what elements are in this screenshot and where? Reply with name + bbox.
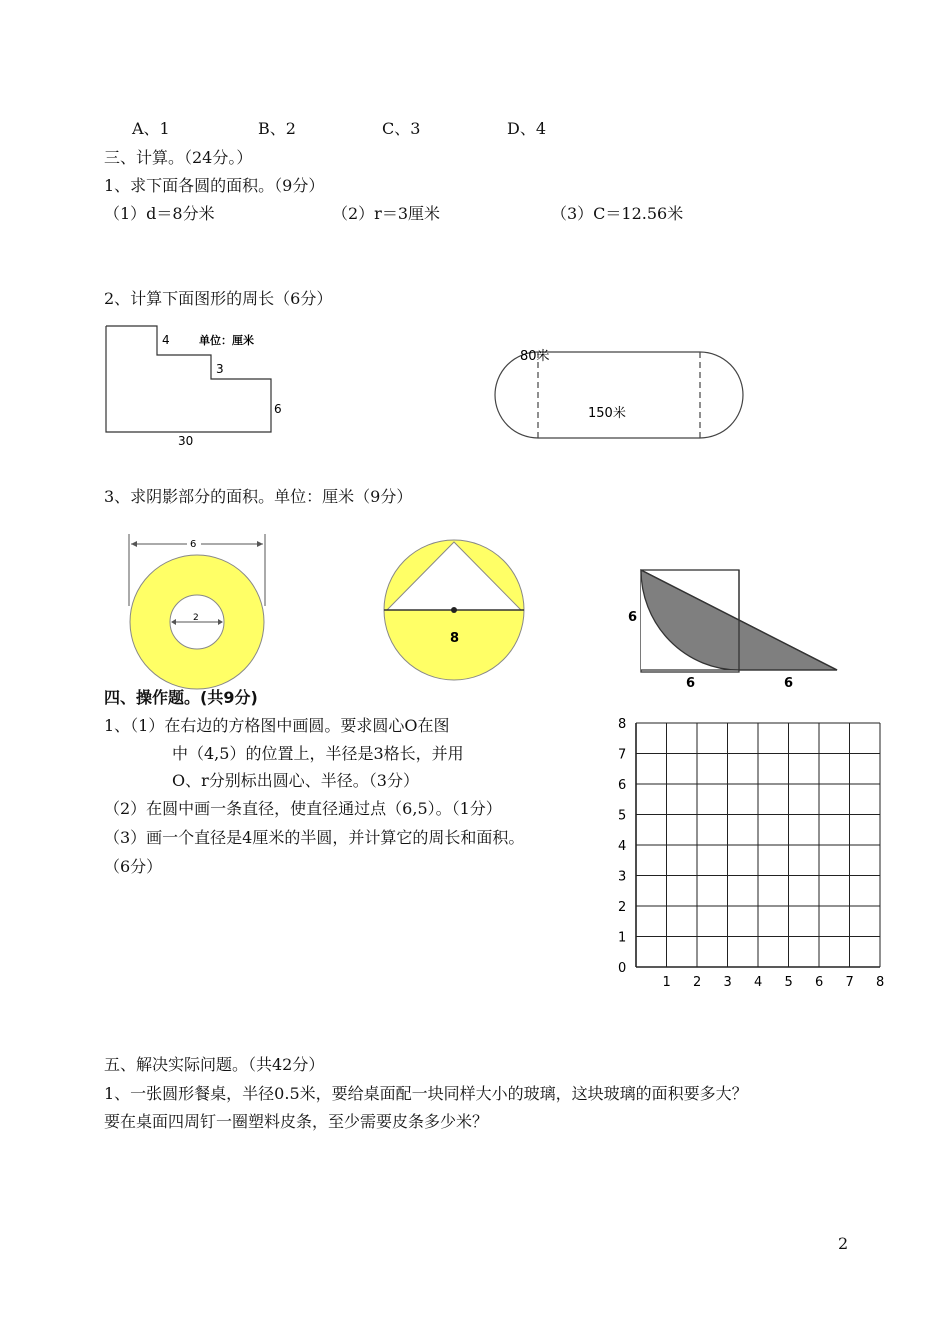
x-tick-label: 1 [662,975,671,990]
step-label-3: 3 [216,362,224,376]
q1-title: 1、求下面各圆的面积。（9分） [104,176,325,195]
s4-q2: （2）在圆中画一条直径，使直径通过点（6,5）。（1分） [104,799,502,818]
s4-q1-line1: 1、（1）在右边的方格图中画圆。要求圆心O在图 [104,716,450,735]
x-tick-label: 2 [693,975,702,990]
q1-part1: （1）d＝8分米 [104,204,215,223]
y-tick-label: 8 [618,717,627,732]
page-number: 2 [838,1234,849,1253]
s4-q1-line2: 中（4,5）的位置上，半径是3格长，并用 [172,744,464,763]
x-tick-label: 8 [876,975,885,990]
s5-q1-line1: 1、一张圆形餐桌，半径0.5米，要给桌面配一块同样大小的玻璃，这块玻璃的面积要多大？ [104,1084,748,1103]
square-label-base1: 6 [686,676,696,691]
y-tick-label: 6 [618,778,627,793]
x-tick-label: 3 [723,975,732,990]
stepped-figure [100,320,290,450]
q1-part3: （3）C＝12.56米 [551,204,684,223]
s4-q1-line3: O、r分别标出圆心、半径。（3分） [172,771,419,790]
choice-a: A、1 [132,119,170,138]
x-tick-label: 4 [754,975,763,990]
section5-title: 五、解决实际问题。（共42分） [104,1055,325,1074]
y-tick-label: 7 [618,747,627,763]
square-label-base2: 6 [784,676,794,691]
s4-q3-score: （6分） [104,857,163,876]
ring-figure [120,528,280,678]
step-label-6: 6 [274,402,282,416]
y-tick-label: 0 [618,961,627,976]
circle-triangle-figure [380,538,530,678]
q3-title: 3、求阴影部分的面积。单位：厘米（9分） [104,487,413,506]
square-label-height: 6 [628,610,638,625]
y-tick-label: 4 [618,839,627,854]
x-tick-label: 5 [784,975,793,990]
circle-label-8: 8 [450,631,460,646]
y-tick-label: 1 [618,930,627,946]
section3-title: 三、计算。（24分。） [104,148,253,167]
y-tick-label: 3 [618,869,627,885]
q1-part2: （2）r＝3厘米 [332,204,441,223]
x-tick-label: 6 [815,975,824,990]
q2-title: 2、计算下面图形的周长（6分） [104,289,333,308]
step-label-30: 30 [178,434,194,448]
s5-q1-line2: 要在桌面四周钉一圈塑料皮条，至少需要皮条多少米？ [104,1112,489,1131]
ring-label-outer: 6 [190,539,197,550]
y-tick-label: 5 [618,808,627,824]
section4-title: 四、操作题。(共9分) [104,688,258,707]
stadium-figure [490,340,750,450]
choice-b: B、2 [258,119,296,138]
stadium-label-80: 80米 [520,349,550,364]
ring-label-inner: 2 [193,613,199,623]
x-tick-label: 7 [845,975,854,990]
square-triangle-figure [620,565,850,695]
choice-c: C、3 [382,119,421,138]
stadium-label-150: 150米 [588,406,626,421]
choice-d: D、4 [507,119,547,138]
coordinate-grid [608,715,888,995]
step-label-4: 4 [162,333,170,347]
y-tick-label: 2 [618,900,627,915]
unit-label: 单位：厘米 [199,334,254,347]
s4-q3: （3）画一个直径是4厘米的半圆，并计算它的周长和面积。 [104,828,525,847]
